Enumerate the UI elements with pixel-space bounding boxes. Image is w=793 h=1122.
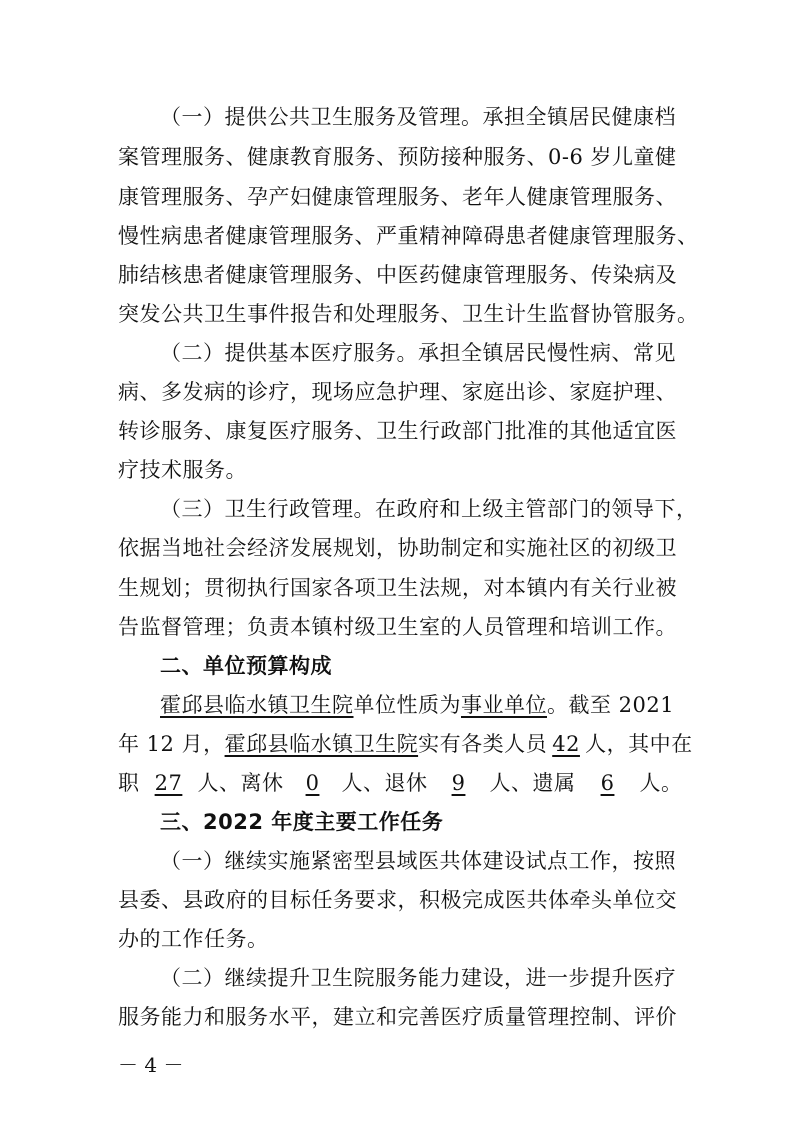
paragraph-line: 服务能力和服务水平，建立和完善医疗质量管理控制、评价 xyxy=(118,1005,677,1029)
text-span: 职 xyxy=(118,771,140,795)
paragraph-line: 转诊服务、康复医疗服务、卫生行政部门批准的其他适宜医 xyxy=(118,419,677,443)
unit-name: 霍邱县临水镇卫生院 xyxy=(224,732,419,756)
paragraph-line: （一）继续实施紧密型县域医共体建设试点工作，按照 xyxy=(160,849,676,873)
text-span: 人、遗属 xyxy=(489,771,576,795)
text-span: 年 12 月， xyxy=(118,732,225,756)
paragraph-line: 办的工作任务。 xyxy=(118,927,269,951)
total-staff-value: 42 xyxy=(552,732,580,756)
paragraph-line: 病、多发病的诊疗，现场应急护理、家庭出诊、家庭护理、 xyxy=(118,380,677,404)
page-number: － 4 － xyxy=(118,1053,184,1077)
text-span: 人、离休 xyxy=(197,771,284,795)
in-service-value: 27 xyxy=(154,771,183,795)
paragraph-line: 突发公共卫生事件报告和处理服务、卫生计生监督协管服务。 xyxy=(118,302,699,326)
unit-info-line-3 xyxy=(118,769,683,797)
unit-name: 霍邱县临水镇卫生院 xyxy=(160,693,354,717)
section-heading: 三、2022 年度主要工作任务 xyxy=(160,810,444,834)
paragraph-line: 康管理服务、孕产妇健康管理服务、老年人健康管理服务、 xyxy=(118,185,677,209)
text-span: 实有各类人员 xyxy=(418,732,548,756)
survivors-value: 6 xyxy=(600,771,615,795)
text-span: 。截至 2021 xyxy=(547,693,675,717)
paragraph-line: 肺结核患者健康管理服务、中医药健康管理服务、传染病及 xyxy=(118,263,677,287)
paragraph-line: 依据当地社会经济发展规划，协助制定和实施社区的初级卫 xyxy=(118,536,677,560)
paragraph-line: 县委、县政府的目标任务要求，积极完成医共体牵头单位交 xyxy=(118,888,677,912)
retired-lx-value: 0 xyxy=(305,771,320,795)
paragraph-line: 疗技术服务。 xyxy=(118,458,247,482)
paragraph-line: （二）提供基本医疗服务。承担全镇居民慢性病、常见 xyxy=(160,341,676,365)
paragraph-line: 案管理服务、健康教育服务、预防接种服务、0-6 岁儿童健 xyxy=(118,145,677,169)
paragraph-line: （三）卫生行政管理。在政府和上级主管部门的领导下， xyxy=(160,497,698,521)
text-span: 单位性质为 xyxy=(353,693,461,717)
paragraph-line: 告监督管理；负责本镇村级卫生室的人员管理和培训工作。 xyxy=(118,615,677,639)
paragraph-line: （二）继续提升卫生院服务能力建设，进一步提升医疗 xyxy=(160,966,676,990)
unit-info-line-2 xyxy=(118,730,693,758)
paragraph-line: 慢性病患者健康管理服务、严重精神障碍患者健康管理服务、 xyxy=(118,224,699,248)
retired-tx-value: 9 xyxy=(451,771,466,795)
unit-info-line-1 xyxy=(160,691,674,719)
text-span: 人。 xyxy=(639,771,683,795)
section-heading: 二、单位预算构成 xyxy=(160,654,332,678)
paragraph-line: 生规划；贯彻执行国家各项卫生法规，对本镇内有关行业被 xyxy=(118,576,677,600)
paragraph-line: （一）提供公共卫生服务及管理。承担全镇居民健康档 xyxy=(160,105,676,129)
unit-type: 事业单位 xyxy=(461,693,547,717)
text-span: 人、退休 xyxy=(341,771,428,795)
text-span: 人，其中在 xyxy=(585,732,693,756)
